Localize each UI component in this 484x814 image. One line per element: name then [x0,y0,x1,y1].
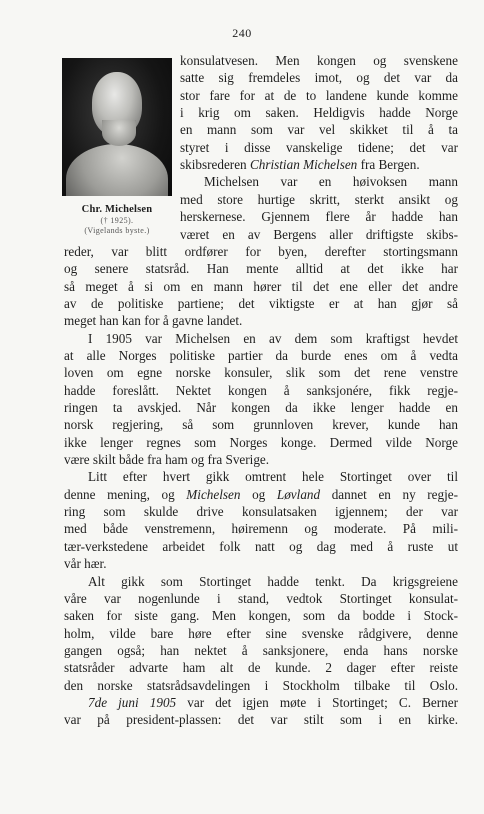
text-span: og [240,486,277,502]
text-line [64,694,458,711]
text-span: ring som skulde drive konsulatsaken igjennem; der var [64,504,458,520]
text-line [180,156,458,173]
text-line [180,104,458,121]
text-span: i krig om saken. Heldigvis hadde Norge [180,105,458,121]
portrait-bust-image [62,58,172,196]
text-span: denne mening, og [64,486,187,502]
text-span: meget han kan for å gavne landet. [64,313,243,329]
text-line [64,486,458,503]
text-line [64,416,458,433]
text-span: at alle Norges politiske partier da burde enes om å vedta [64,347,458,363]
text-span: tær-verkstedene arbeidet folk natt og dag med å ruste ut [64,538,458,554]
text-span: dannet en ny regje- [320,486,458,502]
text-span: ringen ta avskjed. Når kongen da ikke lenger hadde en [64,400,458,415]
text-line [180,87,458,104]
text-line [64,347,458,364]
text-line [64,243,458,260]
text-line [64,278,458,295]
text-span: skibsrederen [180,157,250,173]
text-line [64,642,458,659]
text-span: satte sig fremdeles imot, og det var da [180,70,458,86]
text-span: var på president-plassen: det var stilt som i en kirke. [64,712,458,728]
italic-name: Christian Michelsen [249,157,358,173]
text-span: våre var nogenlunde i stand, vedtok Stortinget konsulat- [64,590,458,606]
text-line [64,538,458,555]
text-span: så meget å si om en mann hører til det ene eller det andre [64,278,458,294]
text-span: en mann som var vel skikket til å ta [180,122,458,138]
text-line [64,590,458,607]
text-span: konsulatvesen. Men kongen og svenskene [180,53,458,68]
text-line [180,226,458,243]
text-span: Michelsen var en høivoksen mann [204,174,458,190]
text-span: fra Bergen. [357,157,420,173]
text-line [64,520,458,537]
text-span: og senere statsråd. Han mente alltid at det ikke har [64,261,458,277]
text-line [64,625,458,642]
text-line [180,121,458,138]
text-line [180,191,458,208]
text-line [64,607,458,624]
text-line [180,173,458,190]
text-line [64,260,458,277]
text-line [64,711,458,728]
portrait-figure [62,58,172,235]
page-number: 240 [232,26,252,40]
italic-name: Løvland [276,486,321,502]
text-span: været en av Bergens aller driftigste skibs- [180,226,458,242]
text-span: styret i disse vanskelige tidene; det var [180,139,458,155]
italic-name: Michelsen [186,486,241,502]
text-span: var det igjen møte i Stortinget; C. Berner [176,694,458,710]
text-span: av de politiske partiene; det viktigste er at han gjør så [64,295,458,311]
text-span: være skilt både fra ham og fra Sverige. [64,452,270,468]
text-span: loven om egne norske konsuler, slik som det rene venstre [64,365,458,381]
text-span: reder, var blitt ordfører for byen, derefter stortingsmann [64,243,458,259]
text-line [64,677,458,694]
figure-caption-credit: (Vigelands byste.) [84,226,150,235]
text-span: den norske statsrådsavdelingen i Stockholm tilbake til Oslo. [64,677,458,693]
text-line [64,659,458,676]
text-span: med både venstremenn, høiremenn og moderate. På mili- [64,521,458,537]
text-span: herskernese. Gjennem flere år hadde han [180,209,458,225]
figure-caption-year: († 1925). [100,216,134,225]
text-line [180,69,458,86]
text-line [64,330,458,347]
text-span: Alt gikk som Stortinget hadde tenkt. Da krigsgreiene [88,573,458,589]
text-span: gangen også; han nektet å sanksjonere, enda hans norske [64,642,458,658]
text-span: ikke lenger regnes som Norges konge. Dermed vilde Norge [64,434,458,450]
text-span: norsk regjering, så som grunnloven krever, kunde han [64,417,458,433]
text-line [180,208,458,225]
text-line [180,139,458,156]
text-line [64,312,458,329]
text-line [64,382,458,399]
text-span: statsråder advarte ham alt de kunde. 2 dager efter reiste [64,660,458,676]
text-line [64,468,458,485]
text-line [64,573,458,590]
figure-caption-name: Chr. Michelsen [81,204,153,215]
text-line [64,451,458,468]
text-span: saken for siste gang. Men kongen, som da bodde i Stock- [64,608,458,624]
italic-name: 7de juni 1905 [88,694,177,710]
text-span: I 1905 var Michelsen en av dem som kraftigst hevdet [88,330,458,346]
text-span: stor fare for at de to landene kunde komme [180,87,458,103]
text-span: vår hær. [64,556,107,572]
text-line [64,399,458,416]
text-line [64,295,458,312]
text-line [64,503,458,520]
text-line [180,52,458,69]
text-span: med store hurtige skritt, sterkt ansikt og [180,191,458,207]
text-line [64,555,458,572]
text-span: hadde foreslått. Nektet kongen å sanksjonére, fikk regje- [64,382,458,398]
text-span: Litt efter hvert gikk omtrent hele Stortinget over til [88,469,458,485]
text-span: holm, vilde bare høre efter sine svenske rådgivere, denne [64,625,458,641]
text-line [64,434,458,451]
text-line [64,364,458,381]
